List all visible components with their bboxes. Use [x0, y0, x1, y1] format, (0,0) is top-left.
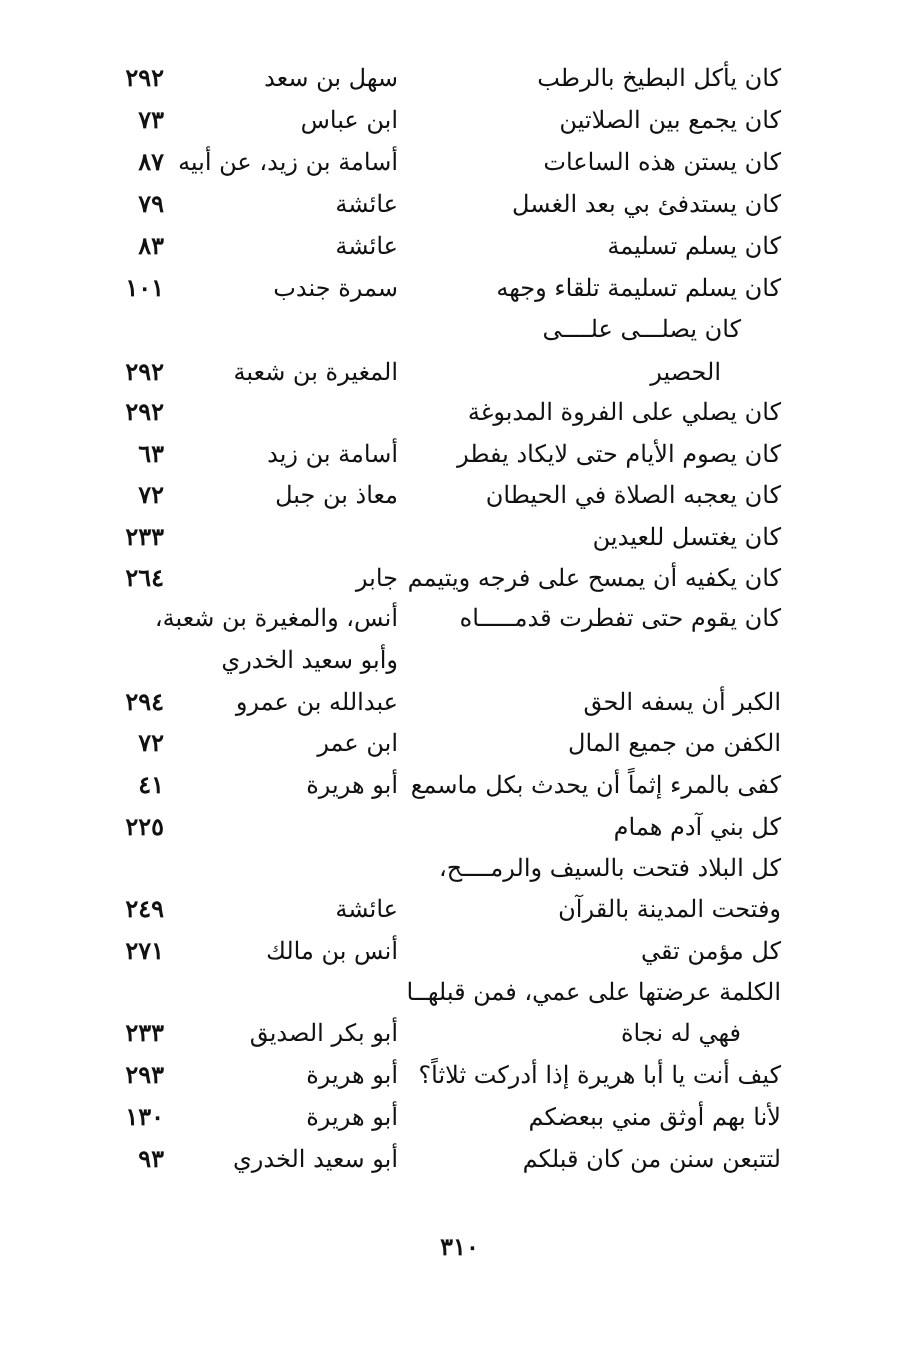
- narrator-name: أبو هريرة: [306, 1061, 398, 1089]
- page-reference: ٨٧: [138, 147, 164, 176]
- page-reference: ١٣٠: [125, 1102, 164, 1131]
- hadith-text: كل البلاد فتحت بالسيف والرمــــح،: [439, 854, 781, 882]
- narrator-name: أبو هريرة: [306, 771, 398, 799]
- hadith-text: كان يصلي على الفروة المدبوغة: [467, 398, 781, 426]
- narrator-name: معاذ بن جبل: [275, 481, 398, 509]
- index-row: [0, 392, 919, 432]
- narrator-name: جابر: [355, 564, 398, 592]
- hadith-text: الكلمة عرضتها على عمي، فمن قبلهــا: [406, 978, 781, 1006]
- index-row: [0, 558, 919, 598]
- narrator-name: أبو هريرة: [306, 1103, 398, 1131]
- hadith-text: الحصير: [650, 358, 721, 386]
- hadith-text: كل بني آدم همام: [613, 813, 781, 841]
- index-row: [0, 184, 919, 224]
- index-row: [0, 889, 919, 929]
- narrator-name: عائشة: [335, 232, 398, 260]
- narrator-name: عائشة: [335, 190, 398, 218]
- index-row: [0, 142, 919, 182]
- index-row: [0, 931, 919, 971]
- index-row: [0, 1097, 919, 1137]
- hadith-text: الكبر أن يسفه الحق: [583, 688, 781, 716]
- hadith-text: كان يجمع بين الصلاتين: [559, 106, 781, 134]
- hadith-text: كان يكفيه أن يمسح على فرجه ويتيمم: [407, 564, 781, 592]
- page-reference: ٢٦٤: [125, 563, 164, 592]
- narrator-name: أنس، والمغيرة بن شعبة،: [154, 604, 398, 632]
- narrator-name: أبو سعيد الخدري: [233, 1145, 398, 1173]
- page-reference: ٧٢: [138, 728, 164, 757]
- page-reference: ٢٩٢: [125, 63, 164, 92]
- index-row: [0, 517, 919, 557]
- index-row: [0, 1013, 919, 1053]
- narrator-name: سمرة جندب: [273, 274, 398, 302]
- index-row: [0, 765, 919, 805]
- hadith-text: كان يستن هذه الساعات: [543, 148, 781, 176]
- hadith-text: كان يعجبه الصلاة في الحيطان: [485, 481, 781, 509]
- hadith-text: الكفن من جميع المال: [568, 729, 781, 757]
- index-row: [0, 640, 919, 680]
- hadith-text: كان يصلـــى علــــى: [542, 315, 741, 343]
- page-number: ٣١٠: [440, 1232, 479, 1261]
- page-reference: ١٠١: [125, 273, 164, 302]
- page-reference: ٢٩٢: [125, 357, 164, 386]
- page-reference: ٢٤٩: [125, 894, 164, 923]
- hadith-text: كان يأكل البطيخ بالرطب: [537, 64, 781, 92]
- hadith-text: كان يستدفئ بي بعد الغسل: [512, 190, 781, 218]
- narrator-name: سهل بن سعد: [264, 64, 398, 92]
- index-row: [0, 682, 919, 722]
- narrator-name: وأبو سعيد الخدري: [221, 646, 398, 674]
- narrator-name: ابن عمر: [317, 729, 398, 757]
- index-row: [0, 1139, 919, 1179]
- page-reference: ٤١: [138, 770, 164, 799]
- narrator-name: عائشة: [335, 895, 398, 923]
- hadith-text: لتتبعن سنن من كان قبلكم: [522, 1145, 781, 1173]
- index-row: [0, 972, 919, 1012]
- page-reference: ٢٩٤: [125, 687, 164, 716]
- index-row: [0, 434, 919, 474]
- hadith-text: كان يصوم الأيام حتى لايكاد يفطر: [457, 440, 781, 468]
- hadith-text: كان يغتسل للعيدين: [592, 523, 781, 551]
- index-row: [0, 475, 919, 515]
- hadith-text: كفى بالمرء إثماً أن يحدث بكل ماسمع: [410, 771, 781, 799]
- index-row: [0, 848, 919, 888]
- page-reference: ٢٧١: [125, 936, 164, 965]
- hadith-text: لأنا بهم أوثق مني ببعضكم: [528, 1103, 781, 1131]
- index-row: [0, 268, 919, 308]
- page-reference: ٢٣٣: [125, 522, 164, 551]
- page-reference: ٢٩٣: [125, 1060, 164, 1089]
- narrator-name: أسامة بن زيد، عن أبيه: [178, 148, 398, 176]
- hadith-text: كل مؤمن تقي: [640, 937, 781, 965]
- narrator-name: ابن عباس: [300, 106, 398, 134]
- index-row: [0, 309, 919, 349]
- index-row: [0, 598, 919, 638]
- index-row: [0, 807, 919, 847]
- page-reference: ٨٣: [138, 231, 164, 260]
- page-reference: ٧٣: [138, 105, 164, 134]
- page-reference: ٢٢٥: [125, 812, 164, 841]
- narrator-name: المغيرة بن شعبة: [233, 358, 398, 386]
- page-reference: ٢٩٢: [125, 397, 164, 426]
- hadith-text: وفتحت المدينة بالقرآن: [558, 895, 781, 923]
- index-row: [0, 1055, 919, 1095]
- index-row: [0, 723, 919, 763]
- page-reference: ٧٩: [138, 189, 164, 218]
- page-reference: ٦٣: [138, 439, 164, 468]
- hadith-text: كيف أنت يا أبا هريرة إذا أدركت ثلاثاً؟: [418, 1061, 781, 1089]
- hadith-text: فهي له نجاة: [620, 1019, 741, 1047]
- page-reference: ٢٣٣: [125, 1018, 164, 1047]
- narrator-name: عبدالله بن عمرو: [235, 688, 398, 716]
- hadith-text: كان يسلم تسليمة: [607, 232, 781, 260]
- narrator-name: أبو بكر الصديق: [249, 1019, 398, 1047]
- page-reference: ٧٢: [138, 480, 164, 509]
- hadith-text: كان يقوم حتى تفطرت قدمـــــاه: [459, 604, 781, 632]
- index-row: [0, 352, 919, 392]
- hadith-text: كان يسلم تسليمة تلقاء وجهه: [496, 274, 781, 302]
- narrator-name: أنس بن مالك: [266, 937, 398, 965]
- index-row: [0, 100, 919, 140]
- index-row: [0, 226, 919, 266]
- page-reference: ٩٣: [138, 1144, 164, 1173]
- narrator-name: أسامة بن زيد: [267, 440, 398, 468]
- index-row: [0, 58, 919, 98]
